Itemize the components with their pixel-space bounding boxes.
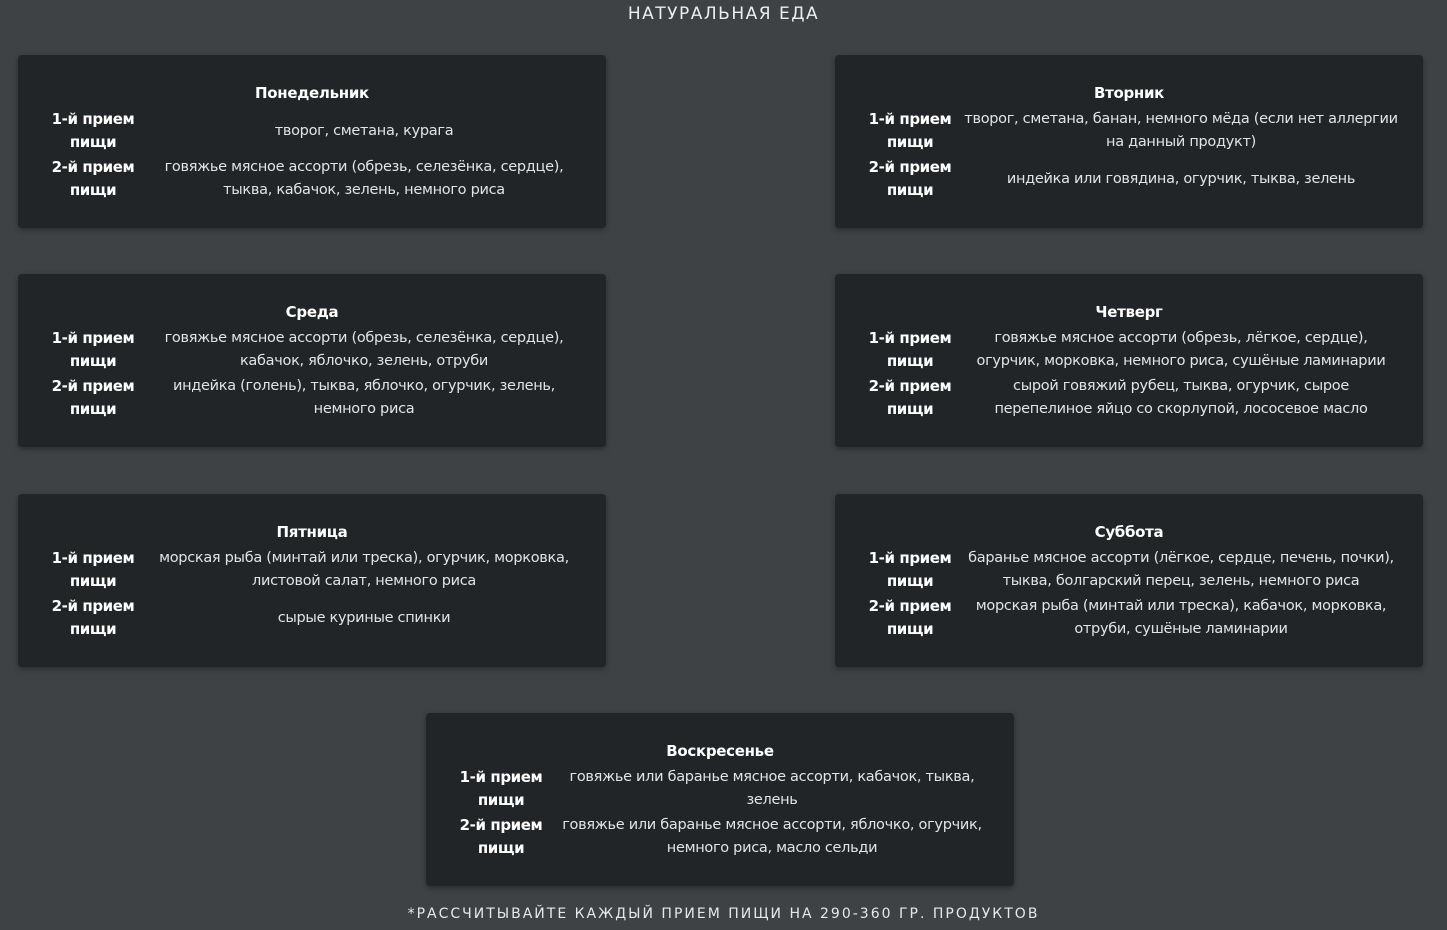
meal-label: 2-й прием пищи <box>51 158 135 199</box>
meal-label: 1-й прием пищи <box>51 549 135 590</box>
meal-description: сырой говяжий рубец, тыква, огурчик, сырое перепелиное яйцо со скорлупой, лососевое масло <box>994 378 1368 417</box>
day-card-thursday <box>835 274 1423 447</box>
meal-label: 2-й прием пищи <box>51 597 135 638</box>
meal-description: сырые куриные спинки <box>277 609 451 626</box>
meal-label: 1-й прием пищи <box>459 768 543 809</box>
meal-row-1 <box>861 327 1403 373</box>
meal-description: морская рыба (минтай или треска), огурчик, морковка, листовой салат, немного риса <box>159 550 569 589</box>
day-card-friday <box>18 494 606 667</box>
meal-row-1 <box>44 327 586 373</box>
meal-description: говяжье мясное ассорти (обрезь, лёгкое, сердце), огурчик, морковка, немного риса, сушёные ламинарии <box>976 330 1386 369</box>
meal-label: 1-й прием пищи <box>868 549 952 590</box>
meal-row-1 <box>44 108 586 154</box>
day-title: Понедельник <box>255 84 369 102</box>
meal-description: говяжье или баранье мясное ассорти, яблочко, огурчик, немного риса, масло сельди <box>562 817 982 856</box>
meal-label: 1-й прием пищи <box>51 110 135 151</box>
meal-label: 2-й прием пищи <box>51 377 135 418</box>
day-card-wednesday <box>18 274 606 447</box>
meal-row-2 <box>452 814 994 860</box>
meal-row-1 <box>44 547 586 593</box>
meal-row-2 <box>44 595 586 641</box>
meal-label: 1-й прием пищи <box>868 329 952 370</box>
meal-row-2 <box>861 156 1403 202</box>
day-card-monday <box>18 55 606 228</box>
day-card-sunday <box>426 713 1014 886</box>
meal-row-2 <box>861 375 1403 421</box>
meal-description: индейка (голень), тыква, яблочко, огурчик, зелень, немного риса <box>173 378 555 417</box>
meal-row-1 <box>861 108 1403 154</box>
meal-description: говяжье или баранье мясное ассорти, кабачок, тыква, зелень <box>569 769 975 808</box>
meal-row-2 <box>44 156 586 202</box>
meal-label: 1-й прием пищи <box>51 329 135 370</box>
meal-description: морская рыба (минтай или треска), кабачок, морковка, отруби, сушёные ламинарии <box>975 598 1387 637</box>
meal-label: 2-й прием пищи <box>868 377 952 418</box>
meal-description: баранье мясное ассорти (лёгкое, сердце, печень, почки), тыква, болгарский перец, зелень, немного риса <box>968 550 1394 589</box>
meal-row-2 <box>44 375 586 421</box>
page-title: НАТУРАЛЬНАЯ ЕДА <box>627 4 820 24</box>
day-title: Суббота <box>1094 523 1164 541</box>
meal-description: говяжье мясное ассорти (обрезь, селезёнка, сердце), кабачок, яблочко, зелень, отруби <box>164 330 564 369</box>
day-title: Вторник <box>1093 84 1165 102</box>
day-title: Пятница <box>276 523 348 541</box>
meal-label: 2-й прием пищи <box>459 816 543 857</box>
day-card-tuesday <box>835 55 1423 228</box>
meal-description: индейка или говядина, огурчик, тыква, зелень <box>1006 170 1356 187</box>
meal-row-1 <box>861 547 1403 593</box>
meal-row-1 <box>452 766 994 812</box>
meal-label: 2-й прием пищи <box>868 597 952 638</box>
day-title: Четверг <box>1095 303 1163 321</box>
day-card-saturday <box>835 494 1423 667</box>
meal-row-2 <box>861 595 1403 641</box>
day-title: Среда <box>285 303 339 321</box>
meal-label: 2-й прием пищи <box>868 158 952 199</box>
meal-description: говяжье мясное ассорти (обрезь, селезёнка, сердце), тыква, кабачок, зелень, немного риса <box>164 159 564 198</box>
meal-label: 1-й прием пищи <box>868 110 952 151</box>
day-title: Воскресенье <box>666 742 774 760</box>
portion-footnote: *РАССЧИТЫВАЙТЕ КАЖДЫЙ ПРИЕМ ПИЩИ НА 290-360 ГР. ПРОДУКТОВ <box>407 906 1040 922</box>
meal-description: творог, сметана, курага <box>274 122 454 139</box>
meal-description: творог, сметана, банан, немного мёда (если нет аллергии на данный продукт) <box>964 111 1398 150</box>
